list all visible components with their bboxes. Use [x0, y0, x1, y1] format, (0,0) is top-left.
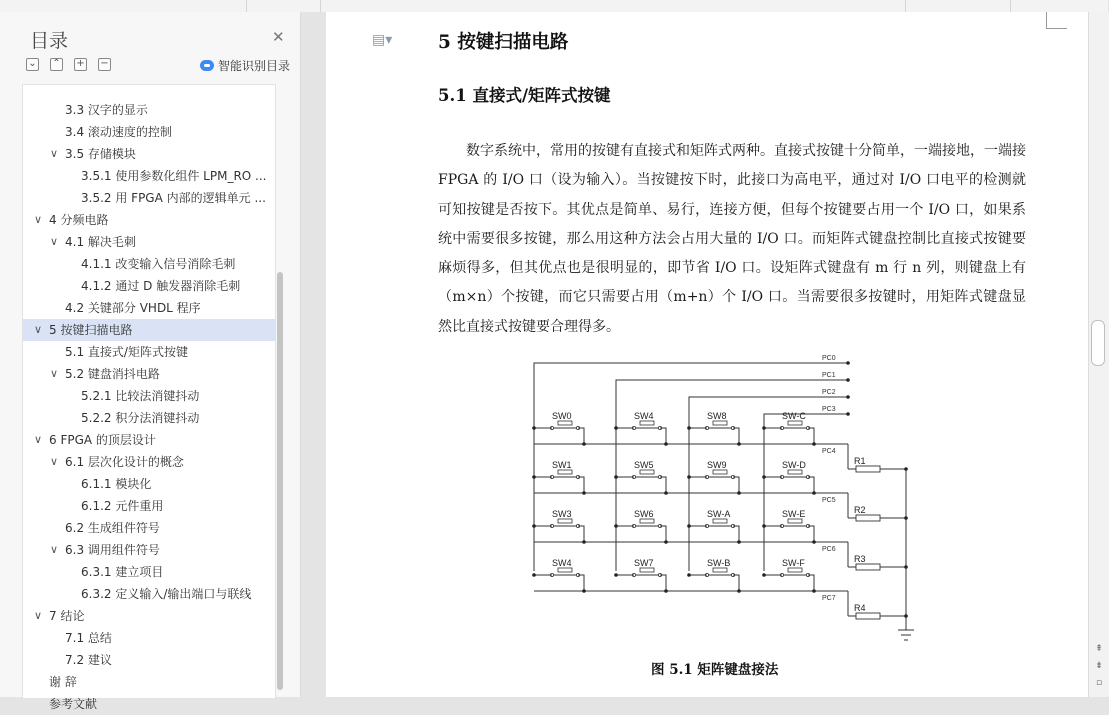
column-port-label: PC1	[822, 372, 836, 379]
document-page	[326, 12, 1088, 697]
toc-item[interactable]: 谢 辞	[49, 675, 77, 689]
key-switch	[614, 558, 668, 593]
toc-item[interactable]: 3.5.2 用 FPGA 内部的逻辑单元 ...	[81, 191, 266, 205]
toc-item[interactable]: ∨ 4 分频电路	[23, 209, 275, 231]
toc-item-selected[interactable]: ∨ 5 按键扫描电路	[23, 319, 275, 341]
switch-button	[640, 519, 654, 523]
toc-item[interactable]: 7.2 建议	[65, 653, 112, 667]
junction-dot	[737, 491, 741, 495]
chevron-down-icon[interactable]: ∨	[49, 543, 59, 556]
junction-dot	[687, 573, 691, 577]
toc-item[interactable]: 5.2.2 积分法消键抖动	[81, 411, 200, 425]
switch-wire	[808, 526, 814, 542]
switch-label: SW-F	[782, 558, 805, 568]
switch-label: SW1	[552, 460, 572, 470]
matrix-keyboard-figure	[526, 355, 926, 651]
switch-wire	[808, 575, 814, 591]
column-port-label: PC0	[822, 355, 836, 362]
junction-dot	[762, 524, 766, 528]
switch-button	[558, 470, 572, 474]
chevron-down-icon[interactable]: ∨	[33, 433, 43, 446]
switch-button	[713, 421, 727, 425]
switch-button	[788, 519, 802, 523]
switch-wire	[733, 477, 739, 493]
switch-wire	[733, 428, 739, 444]
toc-item[interactable]: ∨ 5.2 键盘消抖电路	[23, 363, 275, 385]
junction-dot	[762, 426, 766, 430]
switch-label: SW7	[634, 558, 654, 568]
chevron-down-icon[interactable]: ∨	[49, 235, 59, 248]
key-switch	[687, 411, 741, 446]
junction-dot	[664, 540, 668, 544]
key-switch	[614, 411, 668, 446]
toc-item[interactable]: 6.2 生成组件符号	[65, 521, 160, 535]
column-port-label: PC3	[822, 406, 836, 413]
switch-wire	[808, 428, 814, 444]
junction-dot	[812, 442, 816, 446]
key-switch	[687, 509, 741, 544]
switch-wire	[578, 575, 584, 591]
port-labels	[822, 355, 850, 616]
collapse-all-button[interactable]: ⌄	[26, 58, 39, 71]
switch-wire	[808, 477, 814, 493]
switch-wire	[578, 477, 584, 493]
outline-scrollbar-thumb[interactable]	[277, 272, 283, 690]
switch-button	[558, 568, 572, 572]
switch-label: SW4	[552, 558, 572, 568]
junction-dot	[532, 426, 536, 430]
heading-section: 5.1 直接式/矩阵式按键	[438, 86, 611, 105]
key-switch	[532, 460, 586, 495]
switch-label: SW9	[707, 460, 727, 470]
chevron-down-icon[interactable]: ∨	[49, 455, 59, 468]
junction-dot	[582, 589, 586, 593]
junction-dot	[664, 491, 668, 495]
toc-item[interactable]: 参考文献	[49, 697, 98, 711]
chevron-down-icon[interactable]: ∨	[49, 367, 59, 380]
junction-dot	[687, 524, 691, 528]
key-switch	[614, 460, 668, 495]
resistor-body	[856, 515, 880, 521]
toc-item[interactable]: 3.3 汉字的显示	[65, 103, 148, 117]
switch-label: SW-B	[707, 558, 731, 568]
column-port-label: PC2	[822, 389, 836, 396]
toc-item[interactable]: 4.1.2 通过 D 触发器消除毛刺	[81, 279, 241, 293]
junction-dot	[582, 442, 586, 446]
switch-wire	[733, 526, 739, 542]
remove-heading-button[interactable]: −	[98, 58, 111, 71]
switch-wire	[578, 428, 584, 444]
figure-caption: 图 5.1 矩阵键盘接法	[651, 662, 779, 678]
toc-item[interactable]: ∨ 6.1 层次化设计的概念	[23, 451, 275, 473]
switch-button	[713, 568, 727, 572]
switch-button	[788, 568, 802, 572]
switch-label: SW4	[634, 411, 654, 421]
junction-dot	[904, 516, 908, 520]
toc-item[interactable]: 6.1.1 模块化	[81, 477, 152, 491]
switch-grid	[532, 411, 816, 593]
outline-pane	[0, 12, 301, 711]
toc-item[interactable]: ∨ 3.5 存储模块	[23, 143, 275, 165]
key-switch	[532, 411, 586, 446]
junction-dot	[614, 573, 618, 577]
junction-dot	[664, 589, 668, 593]
toc-item[interactable]: ∨ 6.3 调用组件符号	[23, 539, 275, 561]
ruler-divider	[320, 0, 321, 12]
junction-dot	[812, 540, 816, 544]
port-dot	[846, 395, 850, 399]
resistor-body	[856, 564, 880, 570]
previous-page-icon[interactable]: ⇞	[1095, 644, 1103, 654]
page-corner-mark	[1046, 12, 1067, 29]
add-heading-button[interactable]: +	[74, 58, 87, 71]
outline-tree	[22, 84, 276, 711]
junction-dot	[532, 573, 536, 577]
switch-wire	[660, 526, 666, 542]
ruler-divider	[905, 0, 906, 12]
junction-dot	[762, 573, 766, 577]
switch-button	[713, 519, 727, 523]
smart-toc-button[interactable]	[200, 57, 290, 74]
junction-dot	[762, 475, 766, 479]
key-switch	[687, 558, 741, 593]
switch-label: SW6	[634, 509, 654, 519]
switch-button	[640, 421, 654, 425]
document-scrollbar-thumb[interactable]	[1091, 320, 1105, 366]
switch-label: SW-C	[782, 411, 806, 421]
switch-button	[788, 470, 802, 474]
row-port-label: PC7	[822, 595, 836, 602]
resistor-label: R3	[854, 554, 866, 564]
resistor-label: R4	[854, 603, 866, 613]
key-switch	[687, 460, 741, 495]
junction-dot	[812, 491, 816, 495]
expand-all-button[interactable]: ⌃	[50, 58, 63, 71]
key-switch	[762, 411, 816, 446]
switch-button	[713, 470, 727, 474]
outline-title: 目录	[30, 30, 69, 52]
junction-dot	[737, 589, 741, 593]
chevron-down-icon[interactable]: ∨	[33, 609, 43, 622]
switch-button	[558, 519, 572, 523]
switch-label: SW3	[552, 509, 572, 519]
key-switch	[532, 558, 586, 593]
junction-dot	[812, 589, 816, 593]
ai-icon	[200, 60, 214, 71]
row-port-label: PC4	[822, 448, 836, 455]
row-port-label: PC6	[822, 546, 836, 553]
toc-item[interactable]: 5.1 直接式/矩阵式按键	[65, 345, 188, 359]
toc-item[interactable]: 6.3.1 建立项目	[81, 565, 164, 579]
junction-dot	[582, 491, 586, 495]
resistor-label: R1	[854, 456, 866, 466]
chevron-down-icon[interactable]: ∨	[33, 323, 43, 336]
toc-item[interactable]: ∨ 7 结论	[23, 605, 275, 627]
ruler-divider	[1010, 0, 1011, 12]
junction-dot	[904, 565, 908, 569]
junction-dot	[532, 475, 536, 479]
port-dot	[846, 412, 850, 416]
close-icon[interactable]: ✕	[272, 28, 285, 46]
chevron-down-icon[interactable]: ⇟	[1095, 661, 1103, 671]
resistor-body	[856, 466, 880, 472]
switch-wire	[733, 575, 739, 591]
key-switch	[762, 558, 816, 593]
page-options-icon[interactable]: ▫	[1095, 678, 1103, 688]
resistor-body	[856, 613, 880, 619]
switch-label: SW-A	[707, 509, 731, 519]
body-paragraph: 数字系统中，常用的按键有直接式和矩阵式两种。直接式按键十分简单，一端接地，一端接 FPGA 的 I/O 口（设为输入）。当按键按下时，此接口为高电平，通过对 I/O 口电平的检测就可知按键是否按下。其优点是简单、易行，连接方便，但每个按键要占用一个 I/O 口，如果系统中需要很多按键，那么用这种方法会占用大量的 I/O 口。而矩阵式键盘控制比直接式按键要麻烦得多，但其优点也是很明显的，即节省 I/O 口。设矩阵式键盘有 m 行 n 列，则键盘上有（m×n）个按键，而它只需要占用（m+n）个 I/O 口。当需要很多按键时，用矩阵式键盘显然比直接式按键要合理得多。	[438, 143, 1026, 335]
port-dot	[846, 378, 850, 382]
key-switch	[762, 460, 816, 495]
heading-chapter: 5 按键扫描电路	[438, 32, 569, 53]
toc-item[interactable]: 4.2 关键部分 VHDL 程序	[65, 301, 201, 315]
resistors	[854, 456, 908, 619]
toc-item[interactable]: ∨ 6 FPGA 的顶层设计	[23, 429, 275, 451]
junction-dot	[532, 524, 536, 528]
junction-dot	[614, 426, 618, 430]
junction-dot	[582, 540, 586, 544]
junction-dot	[904, 614, 908, 618]
switch-wire	[578, 526, 584, 542]
switch-label: SW-D	[782, 460, 806, 470]
port-dot	[846, 361, 850, 365]
resistor-label: R2	[854, 505, 866, 515]
switch-wire	[660, 477, 666, 493]
junction-dot	[904, 467, 908, 471]
toc-item[interactable]: ∨ 4.1 解决毛刺	[23, 231, 275, 253]
junction-dot	[614, 475, 618, 479]
smart-toc-label: 智能识别目录	[218, 59, 291, 73]
switch-button	[788, 421, 802, 425]
row-port-label: PC5	[822, 497, 836, 504]
toc-item[interactable]: 6.1.2 元件重用	[81, 499, 164, 513]
switch-button	[640, 568, 654, 572]
toc-item[interactable]: 6.3.2 定义输入/输出端口与联线	[81, 587, 252, 601]
toc-item[interactable]: 4.1.1 改变输入信号消除毛刺	[81, 257, 236, 271]
switch-button	[558, 421, 572, 425]
key-switch	[614, 509, 668, 544]
junction-dot	[687, 426, 691, 430]
toc-item[interactable]: 5.2.1 比较法消键抖动	[81, 389, 200, 403]
junction-dot	[664, 442, 668, 446]
junction-dot	[737, 442, 741, 446]
chevron-down-icon[interactable]: ∨	[49, 147, 59, 160]
document-icon[interactable]: ▤▾	[372, 32, 393, 48]
switch-label: SW-E	[782, 509, 806, 519]
switch-label: SW5	[634, 460, 654, 470]
switch-wire	[660, 428, 666, 444]
key-switch	[762, 509, 816, 544]
toc-item[interactable]: 7.1 总结	[65, 631, 112, 645]
switch-wire	[660, 575, 666, 591]
key-switch	[532, 509, 586, 544]
switch-button	[640, 470, 654, 474]
switch-label: SW8	[707, 411, 727, 421]
junction-dot	[737, 540, 741, 544]
junction-dot	[687, 475, 691, 479]
toc-item[interactable]: 3.5.1 使用参数化组件 LPM_RO ...	[81, 169, 267, 183]
chevron-down-icon[interactable]: ∨	[33, 213, 43, 226]
toc-item[interactable]: 3.4 滚动速度的控制	[65, 125, 172, 139]
junction-dot	[614, 524, 618, 528]
ruler-divider	[246, 0, 247, 12]
switch-label: SW0	[552, 411, 572, 421]
